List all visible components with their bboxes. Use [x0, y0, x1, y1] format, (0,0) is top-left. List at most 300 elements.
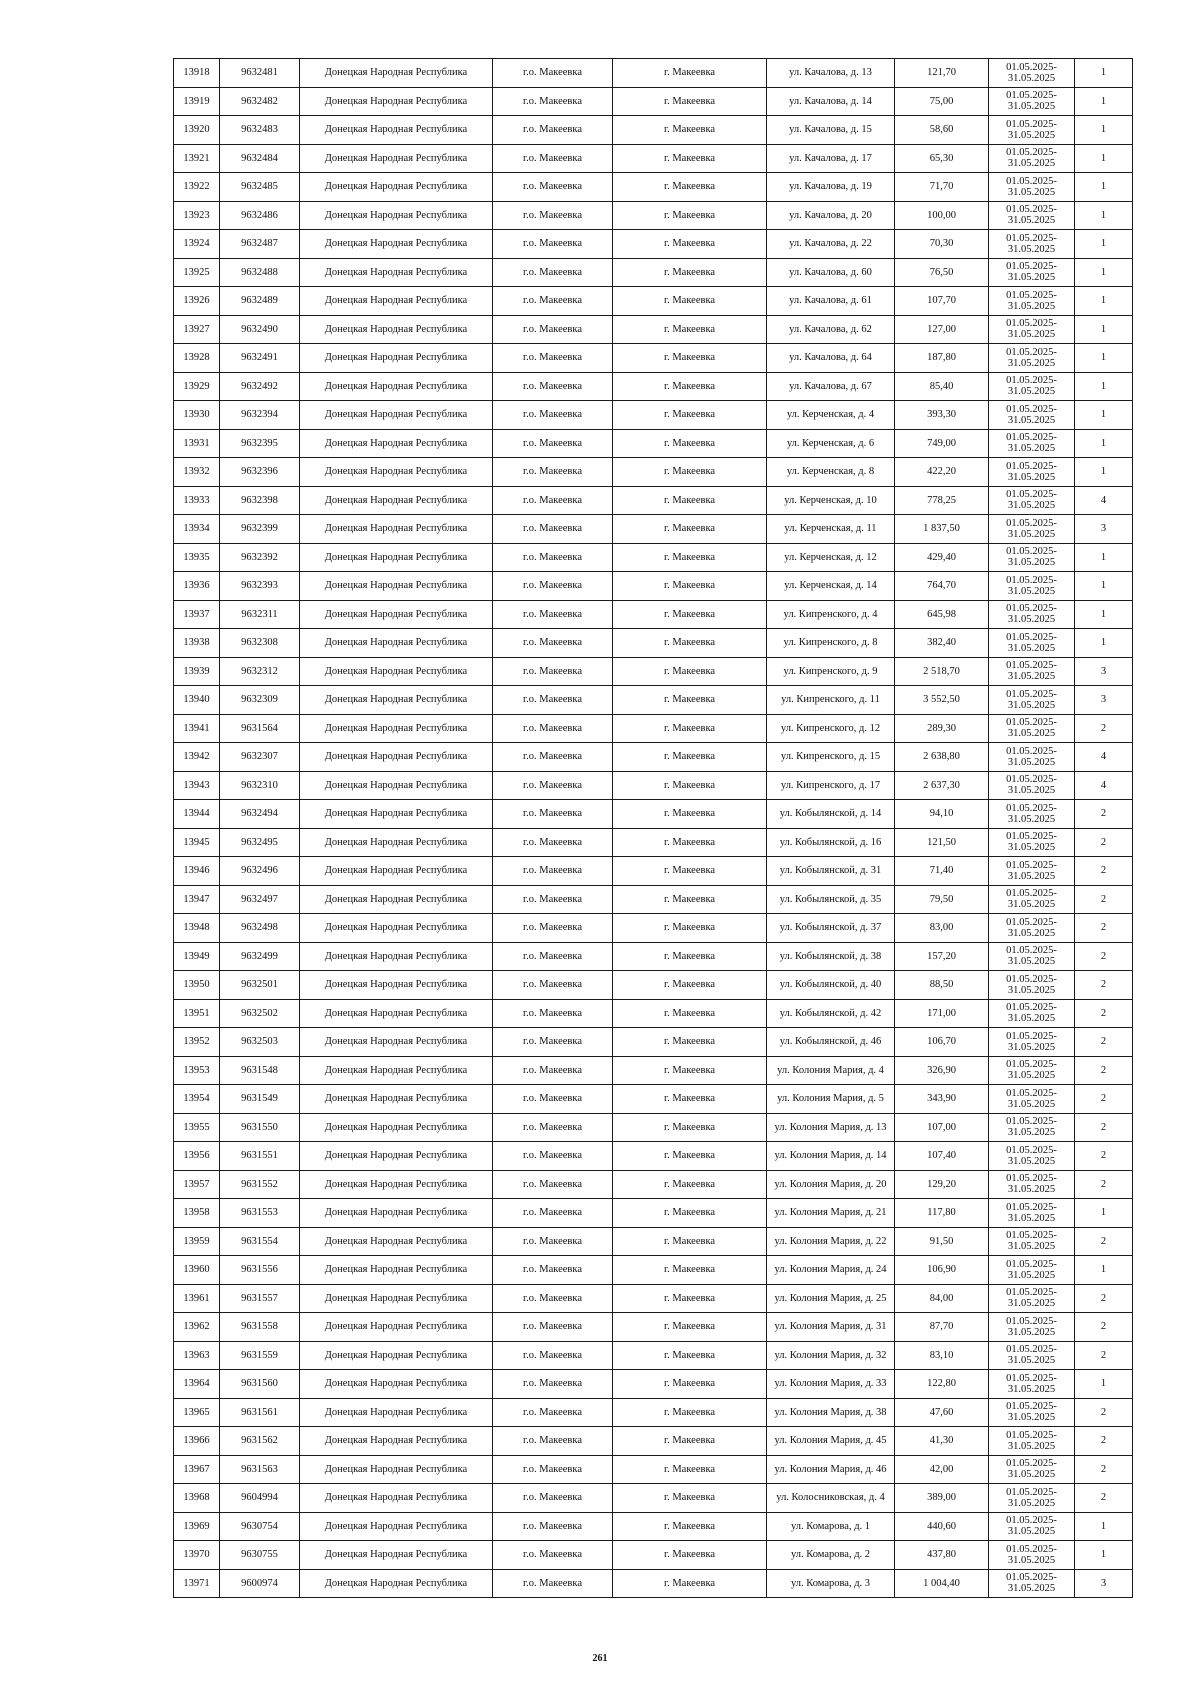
- count-cell: 2: [1075, 1341, 1133, 1370]
- row-number-cell: 13966: [174, 1427, 220, 1456]
- period-end: 31.05.2025: [1007, 1583, 1056, 1595]
- city-cell: г. Макеевка: [613, 372, 767, 401]
- object-code-cell: 9632503: [220, 1028, 300, 1057]
- area-cell: 79,50: [895, 885, 989, 914]
- period-cell: [989, 1398, 1075, 1427]
- table-row: [174, 686, 1133, 715]
- city-cell: г. Макеевка: [613, 429, 767, 458]
- table-row: [174, 885, 1133, 914]
- period-end: 31.05.2025: [1007, 785, 1056, 797]
- district-cell: г.о. Макеевка: [493, 1484, 613, 1513]
- region-cell: Донецкая Народная Республика: [300, 657, 493, 686]
- city-cell: г. Макеевка: [613, 942, 767, 971]
- count-cell: 1: [1075, 344, 1133, 373]
- city-cell: г. Макеевка: [613, 144, 767, 173]
- period-cell: [989, 344, 1075, 373]
- area-cell: 94,10: [895, 800, 989, 829]
- table-row: [174, 230, 1133, 259]
- area-cell: 91,50: [895, 1227, 989, 1256]
- period-start: 01.05.2025-: [1006, 916, 1057, 928]
- object-code-cell: 9631557: [220, 1284, 300, 1313]
- count-cell: 2: [1075, 1484, 1133, 1513]
- table-row: [174, 828, 1133, 857]
- object-code-cell: 9632394: [220, 401, 300, 430]
- object-code-cell: 9632310: [220, 771, 300, 800]
- region-cell: Донецкая Народная Республика: [300, 999, 493, 1028]
- city-cell: г. Макеевка: [613, 116, 767, 145]
- count-cell: 2: [1075, 1284, 1133, 1313]
- area-cell: 778,25: [895, 486, 989, 515]
- district-cell: г.о. Макеевка: [493, 315, 613, 344]
- table-row: [174, 1170, 1133, 1199]
- city-cell: г. Макеевка: [613, 1170, 767, 1199]
- address-cell: ул. Кобылянской, д. 38: [767, 942, 895, 971]
- region-cell: Донецкая Народная Республика: [300, 1056, 493, 1085]
- period-end: 31.05.2025: [1007, 186, 1056, 198]
- period-cell: [989, 572, 1075, 601]
- period-start: 01.05.2025-: [1006, 945, 1057, 957]
- row-number-cell: 13959: [174, 1227, 220, 1256]
- address-cell: ул. Керченская, д. 14: [767, 572, 895, 601]
- period-end: 31.05.2025: [1007, 414, 1056, 426]
- period-end: 31.05.2025: [1007, 1127, 1056, 1139]
- row-number-cell: 13955: [174, 1113, 220, 1142]
- region-cell: Донецкая Народная Республика: [300, 885, 493, 914]
- row-number-cell: 13961: [174, 1284, 220, 1313]
- address-cell: ул. Комарова, д. 2: [767, 1541, 895, 1570]
- period-cell: [989, 1085, 1075, 1114]
- period-start: 01.05.2025-: [1006, 574, 1057, 586]
- area-cell: 1 837,50: [895, 515, 989, 544]
- period-end: 31.05.2025: [1007, 984, 1056, 996]
- period-start: 01.05.2025-: [1006, 232, 1057, 244]
- period-end: 31.05.2025: [1007, 642, 1056, 654]
- row-number-cell: 13927: [174, 315, 220, 344]
- city-cell: г. Макеевка: [613, 1370, 767, 1399]
- count-cell: 1: [1075, 258, 1133, 287]
- count-cell: 2: [1075, 828, 1133, 857]
- region-cell: Донецкая Народная Республика: [300, 572, 493, 601]
- area-cell: 76,50: [895, 258, 989, 287]
- row-number-cell: 13952: [174, 1028, 220, 1057]
- period-cell: [989, 1341, 1075, 1370]
- object-code-cell: 9632308: [220, 629, 300, 658]
- area-cell: 1 004,40: [895, 1569, 989, 1598]
- row-number-cell: 13960: [174, 1256, 220, 1285]
- district-cell: г.о. Макеевка: [493, 771, 613, 800]
- row-number-cell: 13953: [174, 1056, 220, 1085]
- address-cell: ул. Колония Мария, д. 24: [767, 1256, 895, 1285]
- table-row: [174, 116, 1133, 145]
- period-start: 01.05.2025-: [1006, 375, 1057, 387]
- row-number-cell: 13929: [174, 372, 220, 401]
- period-cell: [989, 230, 1075, 259]
- object-code-cell: 9632492: [220, 372, 300, 401]
- district-cell: г.о. Макеевка: [493, 942, 613, 971]
- count-cell: 2: [1075, 1113, 1133, 1142]
- area-cell: 440,60: [895, 1512, 989, 1541]
- row-number-cell: 13925: [174, 258, 220, 287]
- period-start: 01.05.2025-: [1006, 631, 1057, 643]
- city-cell: г. Макеевка: [613, 800, 767, 829]
- count-cell: 2: [1075, 1455, 1133, 1484]
- city-cell: г. Макеевка: [613, 914, 767, 943]
- district-cell: г.о. Макеевка: [493, 800, 613, 829]
- object-code-cell: 9632395: [220, 429, 300, 458]
- table-row: [174, 1056, 1133, 1085]
- area-cell: 437,80: [895, 1541, 989, 1570]
- count-cell: 3: [1075, 686, 1133, 715]
- period-cell: [989, 315, 1075, 344]
- period-cell: [989, 1484, 1075, 1513]
- count-cell: 2: [1075, 1056, 1133, 1085]
- period-cell: [989, 942, 1075, 971]
- table-row: [174, 429, 1133, 458]
- table-row: [174, 1284, 1133, 1313]
- period-start: 01.05.2025-: [1006, 90, 1057, 102]
- row-number-cell: 13962: [174, 1313, 220, 1342]
- table-row: [174, 999, 1133, 1028]
- table-row: [174, 1199, 1133, 1228]
- row-number-cell: 13933: [174, 486, 220, 515]
- count-cell: 1: [1075, 87, 1133, 116]
- address-cell: ул. Колония Мария, д. 4: [767, 1056, 895, 1085]
- table-row: [174, 1341, 1133, 1370]
- period-end: 31.05.2025: [1007, 158, 1056, 170]
- row-number-cell: 13968: [174, 1484, 220, 1513]
- area-cell: 70,30: [895, 230, 989, 259]
- count-cell: 1: [1075, 401, 1133, 430]
- area-cell: 389,00: [895, 1484, 989, 1513]
- table-row: [174, 629, 1133, 658]
- period-start: 01.05.2025-: [1006, 318, 1057, 330]
- region-cell: Донецкая Народная Республика: [300, 201, 493, 230]
- address-cell: ул. Колония Мария, д. 22: [767, 1227, 895, 1256]
- row-number-cell: 13965: [174, 1398, 220, 1427]
- address-cell: ул. Керченская, д. 6: [767, 429, 895, 458]
- period-start: 01.05.2025-: [1006, 888, 1057, 900]
- region-cell: Донецкая Народная Республика: [300, 914, 493, 943]
- object-code-cell: 9631552: [220, 1170, 300, 1199]
- area-cell: 85,40: [895, 372, 989, 401]
- period-start: 01.05.2025-: [1006, 261, 1057, 273]
- period-start: 01.05.2025-: [1006, 1201, 1057, 1213]
- city-cell: г. Макеевка: [613, 1512, 767, 1541]
- count-cell: 4: [1075, 486, 1133, 515]
- object-code-cell: 9631563: [220, 1455, 300, 1484]
- area-cell: 326,90: [895, 1056, 989, 1085]
- district-cell: г.о. Макеевка: [493, 1170, 613, 1199]
- period-cell: [989, 201, 1075, 230]
- city-cell: г. Макеевка: [613, 201, 767, 230]
- period-cell: [989, 258, 1075, 287]
- period-start: 01.05.2025-: [1006, 403, 1057, 415]
- district-cell: г.о. Макеевка: [493, 144, 613, 173]
- city-cell: г. Макеевка: [613, 458, 767, 487]
- count-cell: 1: [1075, 543, 1133, 572]
- city-cell: г. Макеевка: [613, 486, 767, 515]
- address-cell: ул. Колония Мария, д. 32: [767, 1341, 895, 1370]
- row-number-cell: 13946: [174, 857, 220, 886]
- district-cell: г.о. Макеевка: [493, 828, 613, 857]
- row-number-cell: 13923: [174, 201, 220, 230]
- district-cell: г.о. Макеевка: [493, 116, 613, 145]
- region-cell: Донецкая Народная Республика: [300, 59, 493, 88]
- period-cell: [989, 1170, 1075, 1199]
- region-cell: Донецкая Народная Республика: [300, 771, 493, 800]
- district-cell: г.о. Макеевка: [493, 344, 613, 373]
- period-end: 31.05.2025: [1007, 756, 1056, 768]
- period-end: 31.05.2025: [1007, 272, 1056, 284]
- table-row: [174, 144, 1133, 173]
- region-cell: Донецкая Народная Республика: [300, 1170, 493, 1199]
- period-cell: [989, 1256, 1075, 1285]
- table-row: [174, 1455, 1133, 1484]
- area-cell: 117,80: [895, 1199, 989, 1228]
- period-cell: [989, 686, 1075, 715]
- table-row: [174, 914, 1133, 943]
- period-cell: [989, 515, 1075, 544]
- region-cell: Донецкая Народная Республика: [300, 800, 493, 829]
- address-cell: ул. Кобылянской, д. 16: [767, 828, 895, 857]
- period-cell: [989, 543, 1075, 572]
- object-code-cell: 9632487: [220, 230, 300, 259]
- address-cell: ул. Колония Мария, д. 46: [767, 1455, 895, 1484]
- period-cell: [989, 1284, 1075, 1313]
- period-end: 31.05.2025: [1007, 101, 1056, 113]
- address-cell: ул. Качалова, д. 13: [767, 59, 895, 88]
- region-cell: Донецкая Народная Республика: [300, 1484, 493, 1513]
- region-cell: Донецкая Народная Республика: [300, 1541, 493, 1570]
- period-end: 31.05.2025: [1007, 585, 1056, 597]
- area-cell: 58,60: [895, 116, 989, 145]
- period-end: 31.05.2025: [1007, 129, 1056, 141]
- city-cell: г. Макеевка: [613, 59, 767, 88]
- region-cell: Донецкая Народная Республика: [300, 1455, 493, 1484]
- row-number-cell: 13956: [174, 1142, 220, 1171]
- area-cell: 343,90: [895, 1085, 989, 1114]
- period-start: 01.05.2025-: [1006, 1572, 1057, 1584]
- object-code-cell: 9632398: [220, 486, 300, 515]
- area-cell: 100,00: [895, 201, 989, 230]
- region-cell: Донецкая Народная Республика: [300, 486, 493, 515]
- address-cell: ул. Качалова, д. 19: [767, 173, 895, 202]
- area-cell: 88,50: [895, 971, 989, 1000]
- object-code-cell: 9632496: [220, 857, 300, 886]
- period-cell: [989, 486, 1075, 515]
- row-number-cell: 13920: [174, 116, 220, 145]
- period-end: 31.05.2025: [1007, 1070, 1056, 1082]
- count-cell: 4: [1075, 743, 1133, 772]
- area-cell: 41,30: [895, 1427, 989, 1456]
- period-cell: [989, 429, 1075, 458]
- district-cell: г.о. Макеевка: [493, 857, 613, 886]
- period-end: 31.05.2025: [1007, 842, 1056, 854]
- district-cell: г.о. Макеевка: [493, 1199, 613, 1228]
- row-number-cell: 13958: [174, 1199, 220, 1228]
- period-cell: [989, 59, 1075, 88]
- page-number: 261: [592, 1653, 608, 1664]
- table-row: [174, 857, 1133, 886]
- period-cell: [989, 1427, 1075, 1456]
- period-end: 31.05.2025: [1007, 1412, 1056, 1424]
- period-start: 01.05.2025-: [1006, 1230, 1057, 1242]
- period-end: 31.05.2025: [1007, 471, 1056, 483]
- period-start: 01.05.2025-: [1006, 802, 1057, 814]
- row-number-cell: 13935: [174, 543, 220, 572]
- city-cell: г. Макеевка: [613, 1142, 767, 1171]
- period-end: 31.05.2025: [1007, 1497, 1056, 1509]
- row-number-cell: 13934: [174, 515, 220, 544]
- address-cell: ул. Кипренского, д. 17: [767, 771, 895, 800]
- city-cell: г. Макеевка: [613, 1398, 767, 1427]
- count-cell: 2: [1075, 1085, 1133, 1114]
- region-cell: Донецкая Народная Республика: [300, 1256, 493, 1285]
- table-row: [174, 486, 1133, 515]
- district-cell: г.о. Макеевка: [493, 401, 613, 430]
- region-cell: Донецкая Народная Республика: [300, 87, 493, 116]
- address-cell: ул. Колония Мария, д. 20: [767, 1170, 895, 1199]
- district-cell: г.о. Макеевка: [493, 429, 613, 458]
- table-row: [174, 59, 1133, 88]
- count-cell: 2: [1075, 942, 1133, 971]
- row-number-cell: 13919: [174, 87, 220, 116]
- period-end: 31.05.2025: [1007, 557, 1056, 569]
- area-cell: 47,60: [895, 1398, 989, 1427]
- address-cell: ул. Комарова, д. 1: [767, 1512, 895, 1541]
- period-cell: [989, 1227, 1075, 1256]
- region-cell: Донецкая Народная Республика: [300, 1085, 493, 1114]
- object-code-cell: 9631556: [220, 1256, 300, 1285]
- area-cell: 429,40: [895, 543, 989, 572]
- row-number-cell: 13943: [174, 771, 220, 800]
- object-code-cell: 9632494: [220, 800, 300, 829]
- count-cell: 1: [1075, 116, 1133, 145]
- period-start: 01.05.2025-: [1006, 831, 1057, 843]
- region-cell: Донецкая Народная Республика: [300, 971, 493, 1000]
- period-cell: [989, 372, 1075, 401]
- city-cell: г. Макеевка: [613, 1028, 767, 1057]
- address-cell: ул. Кипренского, д. 8: [767, 629, 895, 658]
- count-cell: 2: [1075, 999, 1133, 1028]
- district-cell: г.о. Макеевка: [493, 1512, 613, 1541]
- count-cell: 1: [1075, 144, 1133, 173]
- address-cell: ул. Качалова, д. 60: [767, 258, 895, 287]
- region-cell: Донецкая Народная Республика: [300, 1341, 493, 1370]
- region-cell: Донецкая Народная Республика: [300, 287, 493, 316]
- row-number-cell: 13970: [174, 1541, 220, 1570]
- row-number-cell: 13957: [174, 1170, 220, 1199]
- address-cell: ул. Колония Мария, д. 45: [767, 1427, 895, 1456]
- row-number-cell: 13941: [174, 714, 220, 743]
- address-cell: ул. Кобылянской, д. 40: [767, 971, 895, 1000]
- object-code-cell: 9632392: [220, 543, 300, 572]
- district-cell: г.о. Макеевка: [493, 1370, 613, 1399]
- district-cell: г.о. Макеевка: [493, 1113, 613, 1142]
- district-cell: г.о. Макеевка: [493, 885, 613, 914]
- table-row: [174, 1113, 1133, 1142]
- period-cell: [989, 1056, 1075, 1085]
- region-cell: Донецкая Народная Республика: [300, 1199, 493, 1228]
- region-cell: Донецкая Народная Республика: [300, 942, 493, 971]
- city-cell: г. Макеевка: [613, 885, 767, 914]
- row-number-cell: 13922: [174, 173, 220, 202]
- count-cell: 2: [1075, 1227, 1133, 1256]
- table-row: [174, 458, 1133, 487]
- address-cell: ул. Кобылянской, д. 46: [767, 1028, 895, 1057]
- period-end: 31.05.2025: [1007, 443, 1056, 455]
- area-cell: 71,70: [895, 173, 989, 202]
- period-start: 01.05.2025-: [1006, 603, 1057, 615]
- object-code-cell: 9631553: [220, 1199, 300, 1228]
- district-cell: г.о. Макеевка: [493, 1455, 613, 1484]
- region-cell: Донецкая Народная Республика: [300, 116, 493, 145]
- row-number-cell: 13967: [174, 1455, 220, 1484]
- period-cell: [989, 1455, 1075, 1484]
- area-cell: 289,30: [895, 714, 989, 743]
- address-cell: ул. Колония Мария, д. 25: [767, 1284, 895, 1313]
- count-cell: 3: [1075, 1569, 1133, 1598]
- period-cell: [989, 287, 1075, 316]
- region-cell: Донецкая Народная Республика: [300, 1427, 493, 1456]
- period-cell: [989, 999, 1075, 1028]
- period-cell: [989, 714, 1075, 743]
- row-number-cell: 13944: [174, 800, 220, 829]
- address-cell: ул. Качалова, д. 64: [767, 344, 895, 373]
- area-cell: 749,00: [895, 429, 989, 458]
- count-cell: 1: [1075, 315, 1133, 344]
- city-cell: г. Макеевка: [613, 1056, 767, 1085]
- period-start: 01.05.2025-: [1006, 147, 1057, 159]
- row-number-cell: 13949: [174, 942, 220, 971]
- period-start: 01.05.2025-: [1006, 1030, 1057, 1042]
- table-row: [174, 1398, 1133, 1427]
- region-cell: Донецкая Народная Республика: [300, 600, 493, 629]
- area-cell: 106,70: [895, 1028, 989, 1057]
- city-cell: г. Макеевка: [613, 1313, 767, 1342]
- city-cell: г. Макеевка: [613, 1541, 767, 1570]
- table-row: [174, 1085, 1133, 1114]
- area-cell: 83,00: [895, 914, 989, 943]
- table-row: [174, 657, 1133, 686]
- row-number-cell: 13948: [174, 914, 220, 943]
- area-cell: 121,50: [895, 828, 989, 857]
- region-cell: Донецкая Народная Республика: [300, 144, 493, 173]
- period-end: 31.05.2025: [1007, 1184, 1056, 1196]
- region-cell: Донецкая Народная Республика: [300, 315, 493, 344]
- period-start: 01.05.2025-: [1006, 1173, 1057, 1185]
- table-row: [174, 1313, 1133, 1342]
- row-number-cell: 13930: [174, 401, 220, 430]
- address-cell: ул. Качалова, д. 15: [767, 116, 895, 145]
- period-start: 01.05.2025-: [1006, 1344, 1057, 1356]
- table-row: [174, 543, 1133, 572]
- period-start: 01.05.2025-: [1006, 745, 1057, 757]
- district-cell: г.о. Макеевка: [493, 173, 613, 202]
- address-cell: ул. Качалова, д. 67: [767, 372, 895, 401]
- table-row: [174, 1370, 1133, 1399]
- period-cell: [989, 173, 1075, 202]
- count-cell: 2: [1075, 1170, 1133, 1199]
- city-cell: г. Макеевка: [613, 600, 767, 629]
- area-cell: 122,80: [895, 1370, 989, 1399]
- city-cell: г. Макеевка: [613, 743, 767, 772]
- region-cell: Донецкая Народная Республика: [300, 1370, 493, 1399]
- city-cell: г. Макеевка: [613, 401, 767, 430]
- district-cell: г.о. Макеевка: [493, 87, 613, 116]
- count-cell: 4: [1075, 771, 1133, 800]
- period-end: 31.05.2025: [1007, 956, 1056, 968]
